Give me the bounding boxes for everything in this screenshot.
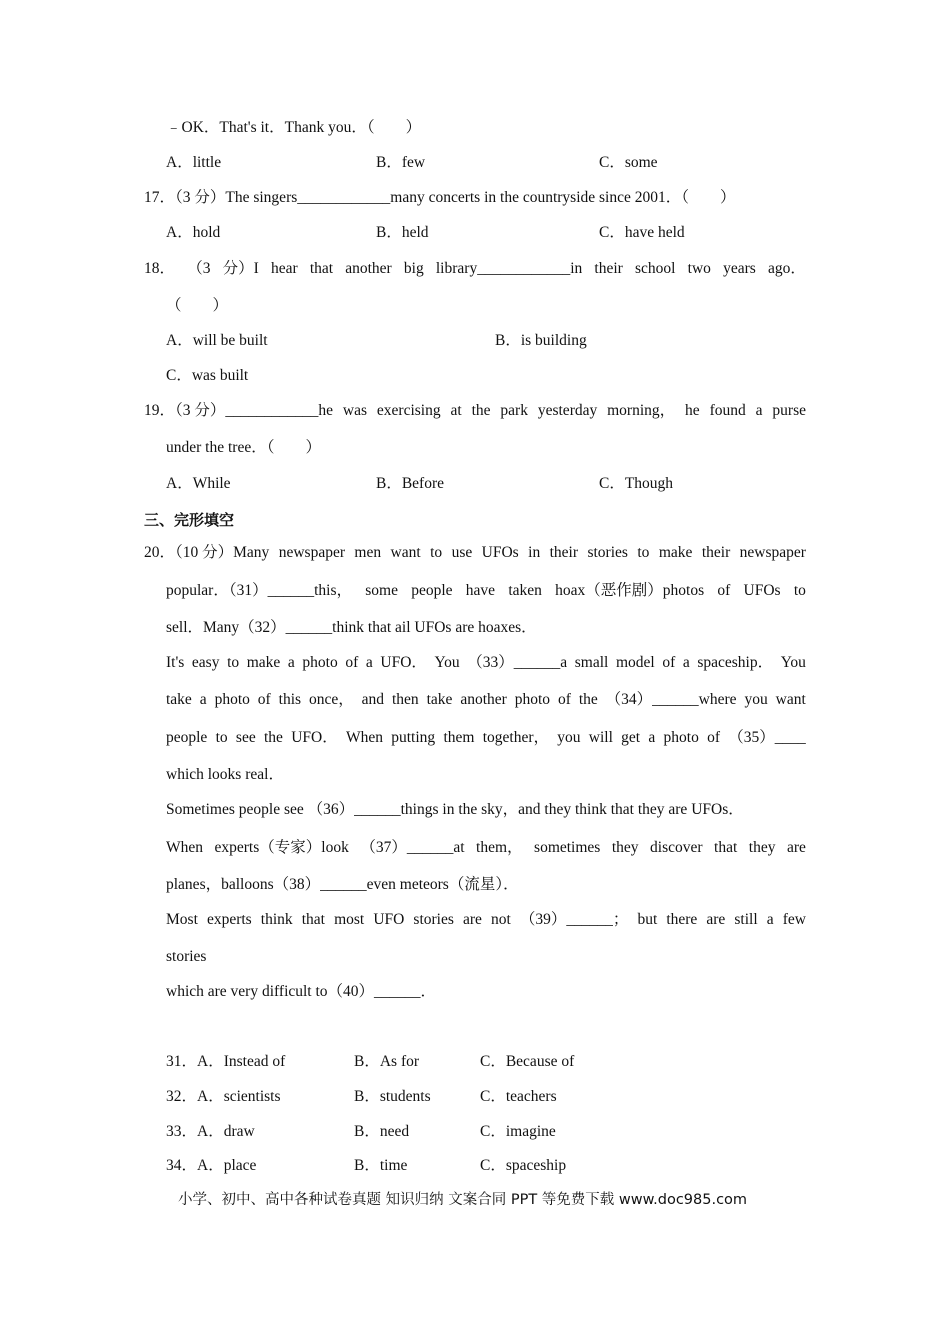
q17-option-b: B．held <box>376 224 429 241</box>
q20-line-11: Most experts think that most UFO stories are not （39）______； but there are still a few <box>166 911 806 928</box>
q16-option-a: A．little <box>166 154 222 171</box>
q18-option-a: A．will be built <box>166 332 268 349</box>
q20-line-13: which are very difficult to（40）______． <box>166 983 437 1000</box>
q20-line-12: stories <box>166 948 207 965</box>
option-33-c: C．imagine <box>480 1123 556 1140</box>
option-32-c: C．teachers <box>480 1088 557 1105</box>
q17-stem: 17．（3 分）The singers____________many concerts in the countryside since 2001．（ ） <box>144 189 736 206</box>
option-32-a: 32．A．scientists <box>166 1088 281 1105</box>
q19-stem: 19．（3 分）____________he was exercising at the park yesterday morning， he found a purse <box>144 402 806 419</box>
q20-line-5: take a photo of this once， and then take another photo of the （34）______where you want <box>166 691 806 708</box>
q20-line-6: people to see the UFO． When putting them together， you will get a photo of （35）____ <box>166 729 806 746</box>
q16-text: ﹣OK．That's it．Thank you．（ ） <box>166 119 422 136</box>
option-34-c: C．spaceship <box>480 1157 567 1174</box>
q18-stem: 18． （3 分）I hear that another big library____________in their school two years ago． <box>144 260 806 277</box>
q20-line-2: popular．（31）______this， some people have taken hoax（恶作剧）photos of UFOs to <box>166 582 806 599</box>
q16-option-b: B．few <box>376 154 426 171</box>
option-31-c: C．Because of <box>480 1053 575 1070</box>
q18-answer-paren: （ ） <box>166 297 229 314</box>
option-34-a: 34．A．place <box>166 1157 257 1174</box>
option-33-b: B．need <box>354 1123 410 1140</box>
q20-line-3: sell．Many（32）______think that ail UFOs are hoaxes． <box>166 619 537 636</box>
q19-option-b: B．Before <box>376 475 445 492</box>
q19-stem-continued: under the tree．（ ） <box>166 439 321 456</box>
page-footer: 小学、初中、高中各种试卷真题 知识归纳 文案合同 PPT 等免费下载 www.doc985.com <box>178 1192 748 1208</box>
q16-option-c: C．some <box>599 154 658 171</box>
section-heading: 三、完形填空 <box>144 511 235 529</box>
option-34-b: B．time <box>354 1157 408 1174</box>
q19-option-a: A．While <box>166 475 231 492</box>
q20-line-1: 20．（10 分）Many newspaper men want to use UFOs in their stories to make their newspaper <box>144 544 806 561</box>
q18-option-b: B．is building <box>495 332 587 349</box>
option-31-a: 31．A．Instead of <box>166 1053 286 1070</box>
option-31-b: B．As for <box>354 1053 420 1070</box>
option-32-b: B．students <box>354 1088 431 1105</box>
q20-line-4: It's easy to make a photo of a UFO． You （33）______a small model of a spaceship． You <box>166 654 806 671</box>
q20-line-7: which looks real． <box>166 766 284 783</box>
q20-line-10: planes，balloons（38）______even meteors（流星）． <box>166 876 519 893</box>
q20-line-9: When experts（专家）look （37）______at them， sometimes they discover that they are <box>166 839 806 856</box>
q17-option-c: C．have held <box>599 224 685 241</box>
option-33-a: 33．A．draw <box>166 1123 255 1140</box>
q17-option-a: A．hold <box>166 224 221 241</box>
q20-line-8: Sometimes people see （36）______things in the sky，and they think that they are UFOs． <box>166 801 744 818</box>
q19-option-c: C．Though <box>599 475 674 492</box>
q18-option-c: C．was built <box>166 367 249 384</box>
